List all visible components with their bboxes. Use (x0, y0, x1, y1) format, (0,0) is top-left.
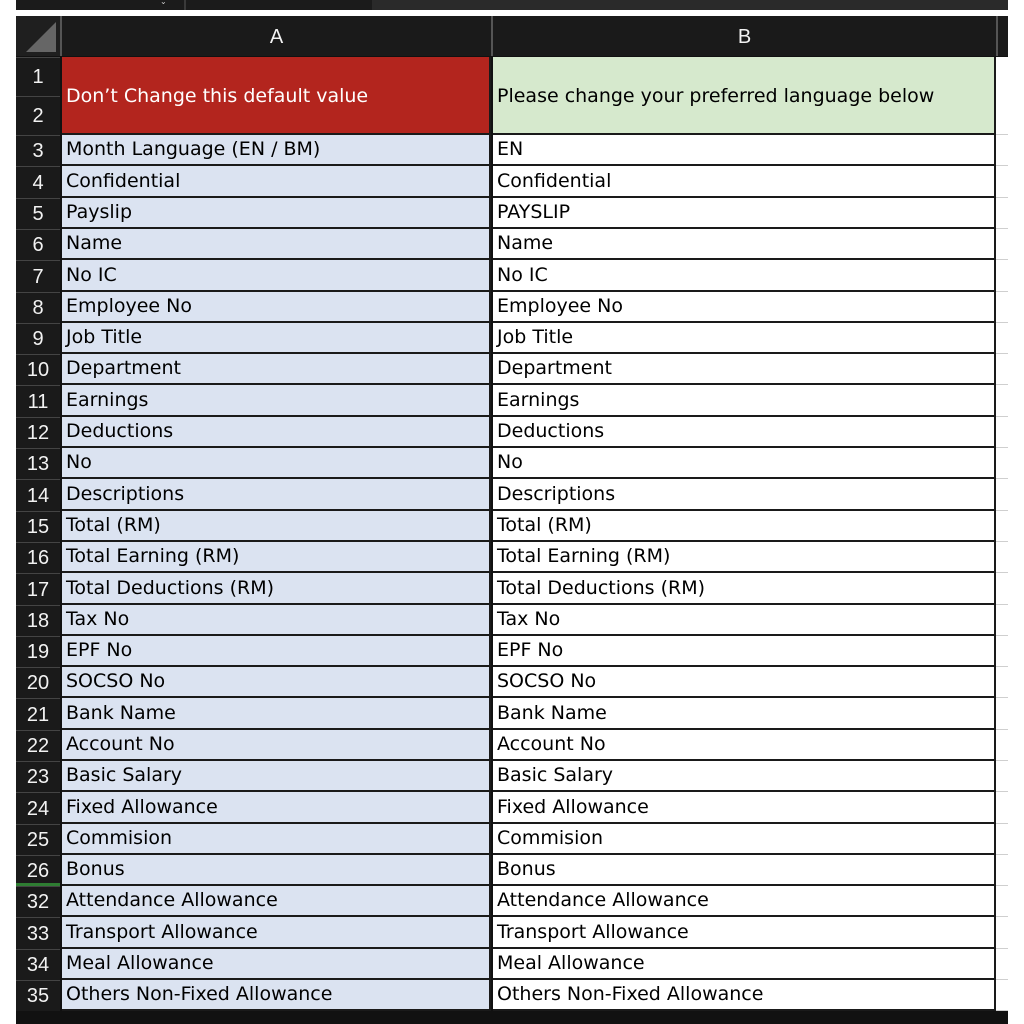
row-header-8[interactable]: 8 (16, 292, 60, 323)
sheet-grid (16, 16, 1008, 1024)
cell-b21[interactable]: Bank Name (493, 698, 996, 730)
cell-c24[interactable] (996, 792, 1008, 824)
cell-a35[interactable]: Others Non-Fixed Allowance (62, 980, 491, 1011)
row-header-34[interactable]: 34 (16, 949, 60, 980)
cell-a23[interactable]: Basic Salary (62, 761, 491, 792)
cell-a8[interactable]: Employee No (62, 292, 491, 323)
row-header-21[interactable]: 21 (16, 698, 60, 730)
cell-c12[interactable] (996, 417, 1008, 448)
cell-b26[interactable]: Bonus (493, 855, 996, 886)
cell-c5[interactable] (996, 198, 1008, 229)
row-header-33[interactable]: 33 (16, 917, 60, 949)
row-header-2[interactable]: 2 (16, 96, 60, 135)
cell-c17[interactable] (996, 573, 1008, 605)
cell-a25[interactable]: Commision (62, 824, 491, 855)
cell-c26[interactable] (996, 855, 1008, 886)
cell-c1[interactable] (996, 57, 1008, 135)
cell-a13[interactable]: No (62, 448, 491, 479)
column-header-c[interactable] (996, 16, 1008, 56)
cell-c14[interactable] (996, 479, 1008, 511)
cell-a15[interactable]: Total (RM) (62, 511, 491, 542)
row-header-18[interactable]: 18 (16, 605, 60, 636)
cell-b6[interactable]: Name (493, 229, 996, 260)
cell-c20[interactable] (996, 667, 1008, 698)
cell-c19[interactable] (996, 636, 1008, 667)
cell-b1-preferred-language-header[interactable]: Please change your preferred language below (493, 57, 996, 135)
cell-c25[interactable] (996, 824, 1008, 855)
cell-c22[interactable] (996, 730, 1008, 761)
cell-c16[interactable] (996, 542, 1008, 573)
cell-a6[interactable]: Name (62, 229, 491, 260)
cell-b33[interactable]: Transport Allowance (493, 917, 996, 949)
cell-c8[interactable] (996, 292, 1008, 323)
row-header-13[interactable]: 13 (16, 448, 60, 479)
cell-c9[interactable] (996, 323, 1008, 354)
cell-b35[interactable]: Others Non-Fixed Allowance (493, 980, 996, 1011)
row-header-26[interactable]: 26 (16, 855, 60, 886)
cell-c33[interactable] (996, 917, 1008, 949)
cell-a4[interactable]: Confidential (62, 166, 491, 198)
cell-c6[interactable] (996, 229, 1008, 260)
cell-b13[interactable]: No (493, 448, 996, 479)
cell-a32[interactable]: Attendance Allowance (62, 886, 491, 917)
row-header-17[interactable]: 17 (16, 573, 60, 605)
cell-a26[interactable]: Bonus (62, 855, 491, 886)
cell-b20[interactable]: SOCSO No (493, 667, 996, 698)
row-header-4[interactable]: 4 (16, 166, 60, 198)
cell-b22[interactable]: Account No (493, 730, 996, 761)
row-header-9[interactable]: 9 (16, 323, 60, 354)
cell-c7[interactable] (996, 260, 1008, 292)
cell-a18[interactable]: Tax No (62, 605, 491, 636)
row-header-5[interactable]: 5 (16, 198, 60, 229)
row-header-14[interactable]: 14 (16, 479, 60, 511)
cell-c3[interactable] (996, 135, 1008, 166)
cell-a14[interactable]: Descriptions (62, 479, 491, 511)
cell-b15[interactable]: Total (RM) (493, 511, 996, 542)
cell-b9[interactable]: Job Title (493, 323, 996, 354)
cell-b11[interactable]: Earnings (493, 385, 996, 417)
column-header-a[interactable]: A (60, 16, 491, 56)
cell-c34[interactable] (996, 949, 1008, 980)
cell-c13[interactable] (996, 448, 1008, 479)
cell-a1-default-value-header[interactable]: Don’t Change this default value (62, 57, 491, 135)
cell-c35[interactable] (996, 980, 1008, 1011)
cell-a7[interactable]: No IC (62, 260, 491, 292)
row-header-10[interactable]: 10 (16, 354, 60, 385)
cell-a16[interactable]: Total Earning (RM) (62, 542, 491, 573)
row-header-12[interactable]: 12 (16, 417, 60, 448)
row-header-32[interactable]: 32 (16, 886, 60, 917)
row-header-11[interactable]: 11 (16, 385, 60, 417)
cell-b24[interactable]: Fixed Allowance (493, 792, 996, 824)
cell-a21[interactable]: Bank Name (62, 698, 491, 730)
row-header-35[interactable]: 35 (16, 980, 60, 1011)
cell-b10[interactable]: Department (493, 354, 996, 385)
cell-b5[interactable]: PAYSLIP (493, 198, 996, 229)
cell-a17[interactable]: Total Deductions (RM) (62, 573, 491, 605)
row-header-6[interactable]: 6 (16, 229, 60, 260)
cell-a11[interactable]: Earnings (62, 385, 491, 417)
cell-c21[interactable] (996, 698, 1008, 730)
row-header-16[interactable]: 16 (16, 542, 60, 573)
cell-b32[interactable]: Attendance Allowance (493, 886, 996, 917)
row-header-15[interactable]: 15 (16, 511, 60, 542)
cell-b3[interactable]: EN (493, 135, 996, 166)
cell-a33[interactable]: Transport Allowance (62, 917, 491, 949)
row-header-3[interactable]: 3 (16, 135, 60, 166)
cell-a12[interactable]: Deductions (62, 417, 491, 448)
cell-b19[interactable]: EPF No (493, 636, 996, 667)
cell-c32[interactable] (996, 886, 1008, 917)
cell-a24[interactable]: Fixed Allowance (62, 792, 491, 824)
cell-b14[interactable]: Descriptions (493, 479, 996, 511)
cell-c4[interactable] (996, 166, 1008, 198)
cell-c11[interactable] (996, 385, 1008, 417)
select-all-triangle-icon (26, 22, 56, 52)
cell-b23[interactable]: Basic Salary (493, 761, 996, 792)
cell-b7[interactable]: No IC (493, 260, 996, 292)
cell-a5[interactable]: Payslip (62, 198, 491, 229)
cell-a3[interactable]: Month Language (EN / BM) (62, 135, 491, 166)
row-header-25[interactable]: 25 (16, 824, 60, 855)
row-header-1[interactable]: 1 (16, 57, 60, 96)
row-header-22[interactable]: 22 (16, 730, 60, 761)
cell-a9[interactable]: Job Title (62, 323, 491, 354)
cell-a20[interactable]: SOCSO No (62, 667, 491, 698)
select-all-button[interactable] (16, 16, 60, 56)
row-header-7[interactable]: 7 (16, 260, 60, 292)
row-header-19[interactable]: 19 (16, 636, 60, 667)
cell-b12[interactable]: Deductions (493, 417, 996, 448)
cell-c15[interactable] (996, 511, 1008, 542)
cell-c10[interactable] (996, 354, 1008, 385)
row-header-20[interactable]: 20 (16, 667, 60, 698)
formula-input[interactable] (372, 0, 1008, 10)
cell-a10[interactable]: Department (62, 354, 491, 385)
cell-b25[interactable]: Commision (493, 824, 996, 855)
cell-a34[interactable]: Meal Allowance (62, 949, 491, 980)
cell-b34[interactable]: Meal Allowance (493, 949, 996, 980)
cell-b16[interactable]: Total Earning (RM) (493, 542, 996, 573)
formula-bar-strip (0, 0, 1024, 12)
cell-c18[interactable] (996, 605, 1008, 636)
cell-a22[interactable]: Account No (62, 730, 491, 761)
row-header-23[interactable]: 23 (16, 761, 60, 792)
cell-c23[interactable] (996, 761, 1008, 792)
row-header-24[interactable]: 24 (16, 792, 60, 824)
cell-b17[interactable]: Total Deductions (RM) (493, 573, 996, 605)
cell-b18[interactable]: Tax No (493, 605, 996, 636)
cell-b8[interactable]: Employee No (493, 292, 996, 323)
cell-b4[interactable]: Confidential (493, 166, 996, 198)
column-header-b[interactable]: B (491, 16, 996, 56)
cell-a19[interactable]: EPF No (62, 636, 491, 667)
name-box-dropdown-icon[interactable]: ⌄ (160, 0, 167, 6)
